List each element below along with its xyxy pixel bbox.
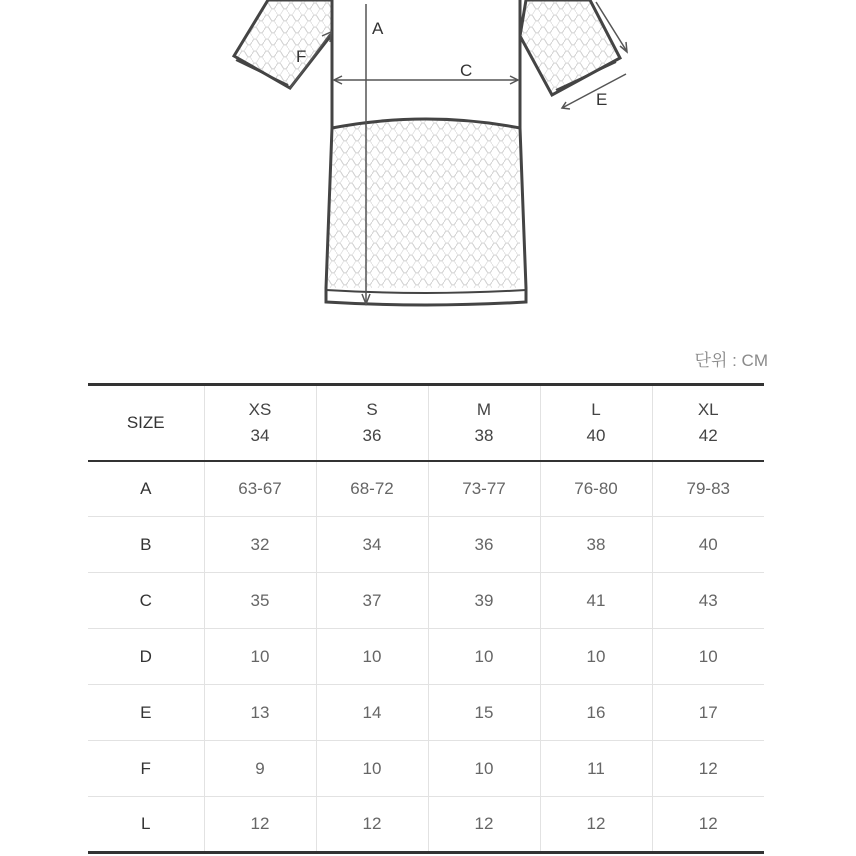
row-label: C — [88, 573, 204, 629]
unit-note: 단위 : CM — [694, 351, 768, 370]
row-label: E — [88, 685, 204, 741]
table-row — [88, 461, 764, 517]
table-cell: 12 — [652, 797, 764, 853]
table-row — [88, 741, 764, 797]
table-cell: 39 — [428, 573, 540, 629]
table-cell: 12 — [428, 797, 540, 853]
table-cell: 10 — [428, 629, 540, 685]
right-sleeve-shape — [520, 0, 620, 95]
size-column-header — [204, 385, 316, 461]
table-row — [88, 797, 764, 853]
table-cell: 12 — [204, 797, 316, 853]
size-column-header — [428, 385, 540, 461]
table-cell: 34 — [316, 517, 428, 573]
table-cell: 11 — [540, 741, 652, 797]
table-cell: 12 — [316, 797, 428, 853]
table-row — [88, 573, 764, 629]
table-cell: 9 — [204, 741, 316, 797]
size-number: 40 — [586, 425, 606, 445]
table-cell: 10 — [540, 629, 652, 685]
table-cell: 73-77 — [428, 461, 540, 517]
row-label: A — [88, 461, 204, 517]
table-cell: 76-80 — [540, 461, 652, 517]
table-cell: 37 — [316, 573, 428, 629]
row-label: L — [88, 797, 204, 853]
size-name: M — [476, 399, 492, 419]
row-label: B — [88, 517, 204, 573]
table-cell: 79-83 — [652, 461, 764, 517]
hem-line — [326, 290, 526, 293]
table-cell: 43 — [652, 573, 764, 629]
table-cell: 35 — [204, 573, 316, 629]
table-cell: 17 — [652, 685, 764, 741]
table-row — [88, 517, 764, 573]
table-cell: 12 — [652, 741, 764, 797]
garment-diagram — [0, 0, 856, 330]
size-name: L — [591, 399, 601, 419]
size-column-header — [316, 385, 428, 461]
table-row — [88, 629, 764, 685]
row-label: D — [88, 629, 204, 685]
row-label: F — [88, 741, 204, 797]
size-number: 42 — [698, 425, 718, 445]
table-cell: 10 — [204, 629, 316, 685]
table-cell: 41 — [540, 573, 652, 629]
size-column-header — [652, 385, 764, 461]
body-lower — [326, 119, 520, 288]
size-name: XL — [697, 399, 719, 419]
label-f: F — [296, 47, 307, 66]
body-upper — [332, 0, 520, 128]
table-cell: 14 — [316, 685, 428, 741]
table-cell: 10 — [652, 629, 764, 685]
table-cell: 12 — [540, 797, 652, 853]
table-cell: 15 — [428, 685, 540, 741]
label-c: C — [460, 61, 473, 80]
table-cell: 36 — [428, 517, 540, 573]
table-cell: 10 — [428, 741, 540, 797]
table-cell: 10 — [316, 629, 428, 685]
table-cell: 40 — [652, 517, 764, 573]
table-cell: 10 — [316, 741, 428, 797]
table-row — [88, 685, 764, 741]
header-row — [88, 385, 764, 461]
size-number: 38 — [474, 425, 494, 445]
left-sleeve-shape — [234, 0, 332, 88]
table-cell: 63-67 — [204, 461, 316, 517]
table-cell: 13 — [204, 685, 316, 741]
size-number: 34 — [250, 425, 270, 445]
size-name: XS — [248, 399, 272, 419]
table-cell: 68-72 — [316, 461, 428, 517]
size-header: SIZE — [88, 385, 204, 461]
table-cell: 16 — [540, 685, 652, 741]
size-name: S — [366, 399, 378, 419]
table-cell: 32 — [204, 517, 316, 573]
label-a: A — [372, 19, 384, 38]
table-cell: 38 — [540, 517, 652, 573]
size-table — [88, 383, 764, 854]
label-e: E — [596, 90, 608, 109]
size-column-header — [540, 385, 652, 461]
size-number: 36 — [362, 425, 382, 445]
